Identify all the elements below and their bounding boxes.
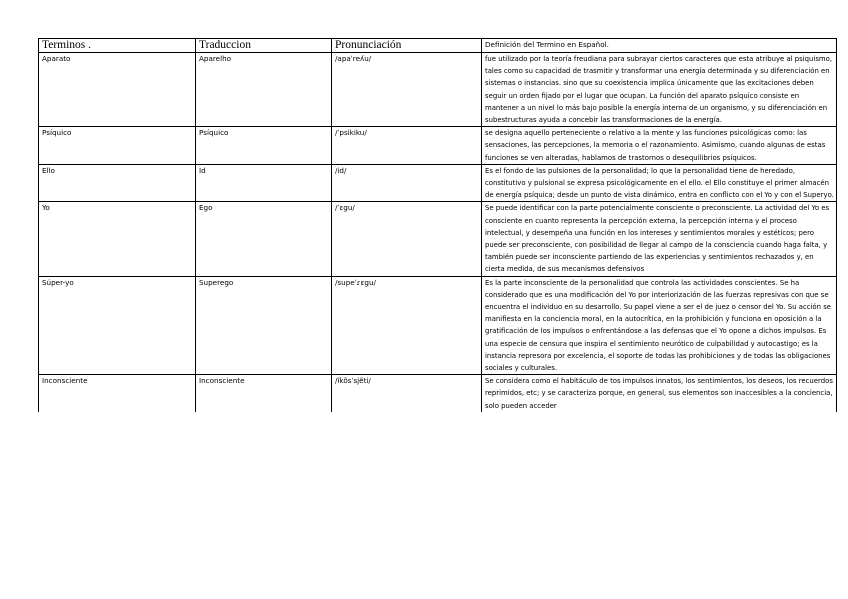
pronunciation-cell: /id/: [332, 164, 482, 202]
translation-cell: Inconsciente: [196, 375, 332, 412]
header-definicion: Definición del Termino en Español.: [482, 39, 837, 53]
definition-cell: Es el fondo de las pulsiones de la personalidad; lo que la personalidad tiene de heredado, constitutivo y pulsional se expresa psicológicamente en el ello. el Ello constituye el primer almacén de energía psíquica; desde un punto de vista dinámico, entra en conflicto con el Yo y con el Superyo.: [482, 164, 837, 202]
table-row: [39, 127, 837, 165]
translation-cell: Aparelho: [196, 53, 332, 127]
term-cell: Psíquico: [39, 127, 196, 165]
term-cell: Aparato: [39, 53, 196, 127]
translation-cell: Superego: [196, 276, 332, 375]
table-header-row: [39, 39, 837, 53]
translation-cell: Ego: [196, 202, 332, 276]
header-pronunciacion: Pronunciación: [332, 39, 482, 53]
definition-cell: Se considera como el habitáculo de tos impulsos innatos, los sentimientos, los deseos, los recuerdos reprimidos, etc; y se caracteriza porque, en general, sus elementos son inaccesibles a la conciencia, solo pueden acceder: [482, 375, 837, 412]
terms-table: [38, 38, 837, 412]
term-cell: Inconsciente: [39, 375, 196, 412]
pronunciation-cell: /ĩkõsˈsjẽti/: [332, 375, 482, 412]
definition-cell: Se puede identificar con la parte potencialmente consciente o preconsciente. La actividad del Yo es consciente en cuanto representa la percepción externa, la percepción interna y el proceso intelectual, y desempeña una función en los intereses y sentimientos morales y estéticos; pero puede ser preconsciente, con posibilidad de llegar al campo de la consciencia cuando haga falta, y también puede ser inconsciente partiendo de las experiencias y sentimientos rechazados y, en cierta medida, de sus mecanismos defensivos: [482, 202, 837, 276]
definition-cell: fue utilizado por la teoría freudiana para subrayar ciertos caracteres que esta atribuye al psiquismo, tales como su capacidad de trasmitir y transformar una energía determinada y su diferenciación en sistemas o instancias. sino que su coexistencia implica únicamente que las excitaciones deben seguir un orden fijado por el lugar que ocupan. La función del aparato psíquico consiste en mantener a un nivel lo más bajo posible la energía interna de un organismo, y su diferenciación en subestructuras ayuda a concebir las transformaciones de la energía.: [482, 53, 837, 127]
header-terminos: Terminos .: [39, 39, 196, 53]
table-row: [39, 164, 837, 202]
document-page: [38, 38, 836, 412]
term-cell: Ello: [39, 164, 196, 202]
pronunciation-cell: /ˈpsikiku/: [332, 127, 482, 165]
pronunciation-cell: /ˈɛgu/: [332, 202, 482, 276]
table-row: [39, 276, 837, 375]
pronunciation-cell: /supeˈɾɛgu/: [332, 276, 482, 375]
definition-cell: se designa aquello perteneciente o relativo a la mente y las funciones psicológicas como: las sensaciones, las percepciones, la memoria o el razonamiento. Asimismo, cuando algunas de estas funciones se ven alteradas, hablamos de trastornos o desequilibrios psíquicos.: [482, 127, 837, 165]
table-row: [39, 202, 837, 276]
definition-cell: Es la parte inconsciente de la personalidad que controla las actividades conscientes. Se ha considerado que es una modificación del Yo por interiorización de las fuerzas represivas con que se encuentra el individuo en su desarrollo. Su papel viene a ser el de juez o censor del Yo. Su acción se manifiesta en la conciencia moral, en la autocrítica, en la prohibición y funciona en oposición a la gratificación de los impulsos o enfrentándose a las defensas que el Yo opone a dichos impulsos. Es una especie de censura que inspira el sentimiento neurótico de culpabilidad y autocastigo; es la instancia represora por excelencia, el soporte de todas las prohibiciones y de todas las obligaciones sociales y culturales.: [482, 276, 837, 375]
table-row: [39, 53, 837, 127]
term-cell: Súper-yo: [39, 276, 196, 375]
translation-cell: Id: [196, 164, 332, 202]
table-row: [39, 375, 837, 412]
header-traduccion: Traduccion: [196, 39, 332, 53]
pronunciation-cell: /apaˈreʎu/: [332, 53, 482, 127]
term-cell: Yo: [39, 202, 196, 276]
translation-cell: Psíquico: [196, 127, 332, 165]
